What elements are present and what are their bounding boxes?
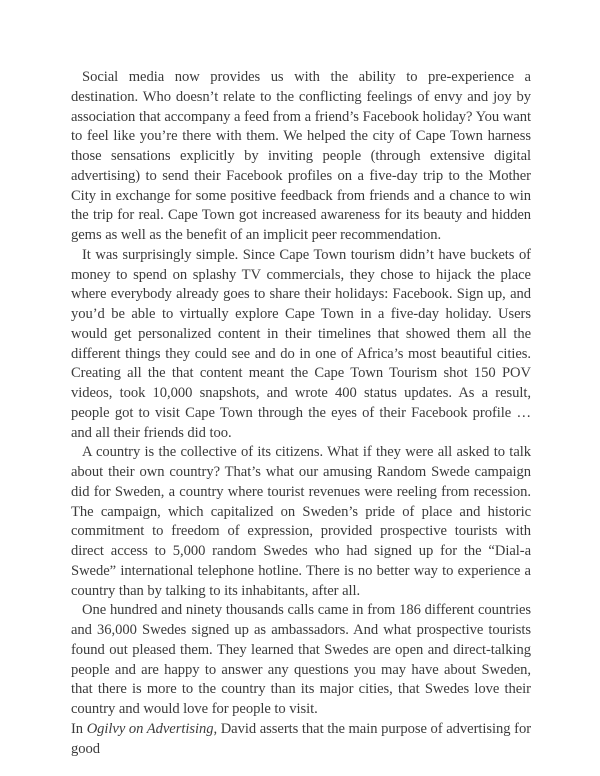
document-page xyxy=(71,68,531,759)
paragraph-cape-town-campaign: It was surprisingly simple. Since Cape Town tourism didn’t have buckets of money to spend on splashy TV commercials, they chose to hijack the place where everybody already goes to share their holidays: Facebook. Sign up, and you’d be able to virtually explore Cape Town in a five-day holiday. Users would get personalized content in their timelines that showed them all the different things they could see and do in one of Africa’s most beautiful cities. Creating all the that content meant the Cape Town Tourism shot 150 POV videos, took 10,000 snapshots, and wrote 400 status updates. As a result, people got to visit Cape Town through the eyes of their Facebook profile … and all their friends did too. xyxy=(71,246,531,441)
book-title: Ogilvy on Advertising xyxy=(86,720,214,737)
paragraph-random-swede-intro: A country is the collective of its citizens. What if they were all asked to talk about their own country? That’s what our amusing Random Swede campaign did for Sweden, a country where tourist revenues were reeling from recession. The campaign, which capitalized on Sweden’s pride of place and historic commitment to freedom of expression, provided prospective tourists with direct access to 5,000 random Swedes who had signed up for the “Dial-a Swede” international telephone hotline. There is no better way to experience a country than by talking to its inhabitants, after all. xyxy=(71,444,531,599)
paragraph-ogilvy xyxy=(71,720,531,760)
paragraph-random-swede-results: One hundred and ninety thousands calls came in from 186 different countries and 36,000 Swedes signed up as ambassadors. And what prospective tourists found out pleased them. They learned that Swedes are open and direct-talking people and are happy to answer any questions you may have about Sweden, that there is more to the country than its major cities, that Swedes love their country and would love for people to visit. xyxy=(71,602,531,717)
paragraph-cape-town-intro: Social media now provides us with the ability to pre-experience a destination. Who doesn’t relate to the conflicting feelings of envy and joy by association that accompany a feed from a friend’s Facebook holiday? You want to feel like you’re there with them. We helped the city of Cape Town harness those sensations explicitly by inviting people (through extensive digital advertising) to send their Facebook profiles on a five-day trip to the Mother City in exchange for some positive feedback from friends and a chance to win the trip for real. Cape Town got increased awareness for its beauty and hidden gems as well as the benefit of an implicit peer recommendation. xyxy=(71,69,531,243)
ogilvy-prefix: In xyxy=(71,720,87,737)
ogilvy-suffix: , David asserts that the main purpose of advertising for good xyxy=(71,720,532,757)
